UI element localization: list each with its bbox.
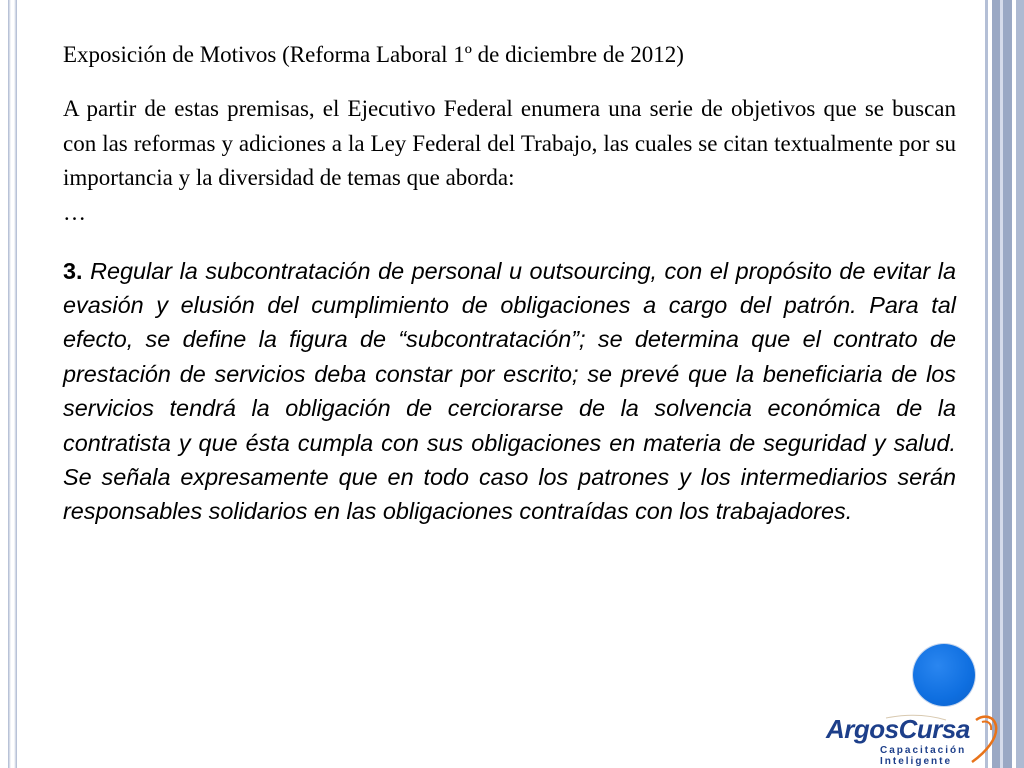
decorative-circle	[913, 644, 975, 706]
slide-heading: Exposición de Motivos (Reforma Laboral 1º de diciembre de 2012)	[63, 42, 684, 67]
logo-tagline-2: Inteligente	[880, 756, 953, 767]
argoscursa-logo	[826, 712, 1002, 768]
intro-paragraph: A partir de estas premisas, el Ejecutivo Federal enumera una serie de objetivos que se buscan con las reformas y adiciones a la Ley Federal del Trabajo, las cuales se citan textualmente por su importancia y la diversidad de temas que aborda:	[63, 96, 956, 190]
ellipsis: …	[63, 199, 86, 225]
quote-paragraph	[63, 254, 956, 529]
left-frame-border	[8, 0, 17, 768]
logo-wordmark: ArgosCursa	[826, 714, 970, 744]
quote-text: Regular la subcontratación de personal u outsourcing, con el propósito de evitar la evasión y elusión del cumplimiento de obligaciones a cargo del patrón. Para tal efecto, se define la figura de “subcontratación”; se determina que el contrato de prestación de servicios deba constar por escrito; se prevé que la beneficiaria de los servicios tendrá la obligación de cerciorarse de la solvencia económica de la contratista y que ésta cumpla con sus obligaciones en materia de seguridad y salud. Se señala expresamente que en todo caso los patrones y los intermediarios serán responsables solidarios en las obligaciones contraídas con los trabajadores.	[63, 257, 956, 525]
slide-content	[63, 40, 956, 529]
quote-number: 3.	[63, 257, 83, 284]
logo-tagline-1: Capacitación	[880, 745, 967, 756]
right-frame-border	[976, 0, 1024, 768]
